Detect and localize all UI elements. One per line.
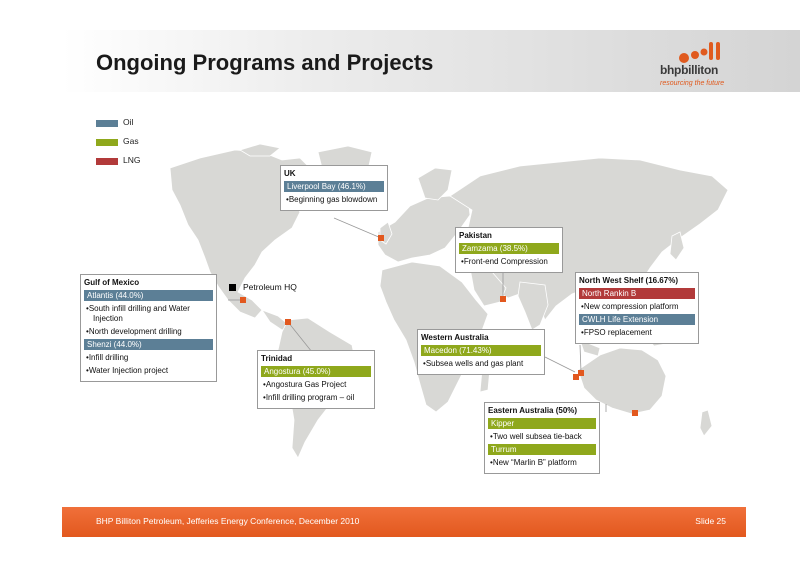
gom-bullet-4: • Water Injection project	[84, 366, 213, 376]
gom-marker	[240, 297, 246, 303]
wa-title: Western Australia	[421, 333, 489, 342]
pakistan-box	[455, 227, 563, 273]
gom-bullet-2: • North development drilling	[84, 327, 213, 337]
legend-gas-label: Gas	[123, 136, 139, 146]
nws-title: North West Shelf (16.67%)	[579, 276, 678, 285]
new-zealand-shape	[700, 410, 712, 436]
trinidad-title: Trinidad	[261, 354, 293, 363]
pakistan-title: Pakistan	[459, 231, 492, 240]
logo-wordmark: bhpbilliton	[660, 63, 719, 77]
nws-project-2: CWLH Life Extension	[579, 314, 695, 325]
gom-project-2: Shenzi (44.0%)	[84, 339, 213, 350]
footer-text: BHP Billiton Petroleum, Jefferies Energy Conference, December 2010	[96, 516, 360, 526]
trinidad-bullet-1: • Angostura Gas Project	[261, 380, 371, 390]
legend-lng-label: LNG	[123, 155, 141, 165]
wa-box	[417, 329, 545, 375]
uk-connector-line	[334, 218, 381, 238]
nws-connector-line	[580, 345, 581, 372]
nws-bullet-1: • New compression platform	[579, 302, 695, 312]
trinidad-box	[257, 350, 375, 409]
uk-title: UK	[284, 169, 296, 178]
gom-bullet-1: • South infill drilling and Water Injection	[84, 304, 213, 324]
scandinavia-shape	[418, 168, 452, 200]
uk-box	[280, 165, 388, 211]
page-title: Ongoing Programs and Projects	[96, 50, 434, 75]
ea-bullet-2: • New “Marlin B” platform	[488, 458, 596, 468]
legend-oil-label: Oil	[123, 117, 134, 127]
pakistan-marker	[500, 296, 506, 302]
nws-bullet-2: • FPSO replacement	[579, 328, 695, 338]
ea-marker	[632, 410, 638, 416]
ea-project-1: Kipper	[488, 418, 596, 429]
gom-box	[80, 274, 217, 382]
uk-marker	[378, 235, 384, 241]
ea-bullet-1: • Two well subsea tie-back	[488, 432, 596, 442]
ea-title: Eastern Australia (50%)	[488, 406, 578, 415]
nws-box	[575, 272, 699, 344]
gom-title: Gulf of Mexico	[84, 278, 140, 287]
wa-project: Macedon (71.43%)	[421, 345, 541, 356]
legend-oil-swatch	[96, 120, 118, 127]
pakistan-project: Zamzama (38.5%)	[459, 243, 559, 254]
trinidad-marker	[285, 319, 291, 325]
pakistan-bullet: • Front-end Compression	[459, 257, 559, 267]
footer-band	[62, 507, 746, 537]
nws-project-1: North Rankin B	[579, 288, 695, 299]
slide-number: Slide 25	[695, 516, 726, 526]
wa-bullet: • Subsea wells and gas plant	[421, 359, 541, 369]
trinidad-bullet-2: • Infill drilling program – oil	[261, 393, 371, 403]
india-shape	[518, 282, 548, 330]
legend-lng-swatch	[96, 158, 118, 165]
hq-label: Petroleum HQ	[243, 282, 297, 292]
logo-tagline: resourcing the future	[660, 80, 725, 87]
gom-bullet-3: • Infill drilling	[84, 353, 213, 363]
ea-box	[484, 402, 600, 474]
uk-bullet: • Beginning gas blowdown	[284, 195, 384, 205]
uk-project: Liverpool Bay (46.1%)	[284, 181, 384, 192]
wa-connector-line	[545, 357, 575, 372]
trinidad-project: Angostura (45.0%)	[261, 366, 371, 377]
gom-project-1: Atlantis (44.0%)	[84, 290, 213, 301]
ea-project-2: Turrum	[488, 444, 596, 455]
wa-marker	[573, 374, 579, 380]
hq-marker	[229, 284, 236, 291]
legend-gas-swatch	[96, 139, 118, 146]
